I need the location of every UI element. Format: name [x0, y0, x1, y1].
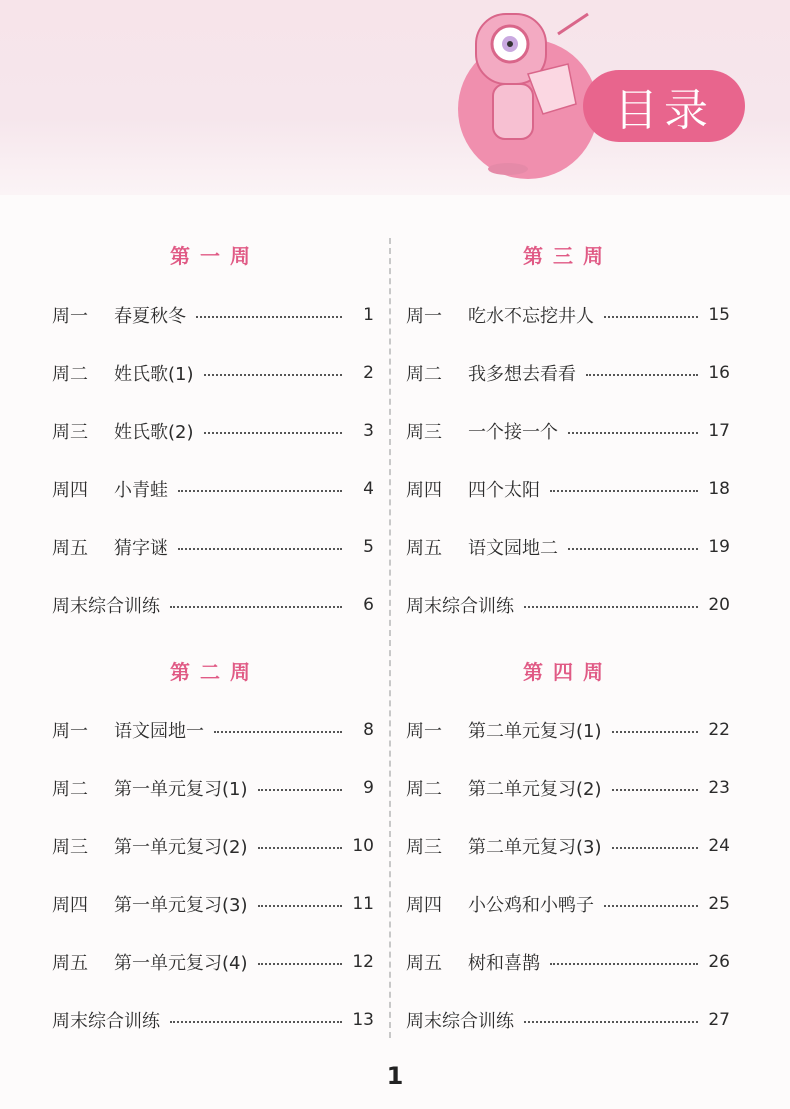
toc-entry[interactable]: [406, 1004, 730, 1036]
toc-day: 周四: [52, 480, 88, 501]
toc-lesson: 第一单元复习(4): [114, 953, 248, 974]
week-title: 第一周: [170, 244, 260, 268]
toc-entry[interactable]: [406, 415, 730, 447]
toc-lesson: 周末综合训练: [52, 1011, 160, 1032]
toc-page-number: 16: [708, 363, 730, 383]
leader-dots: [568, 548, 698, 550]
toc-entry[interactable]: [406, 946, 730, 978]
toc-entry[interactable]: [52, 357, 374, 389]
toc-day: 周一: [406, 721, 442, 742]
page-number: 1: [386, 1062, 404, 1090]
toc-entry[interactable]: [406, 772, 730, 804]
toc-page-number: 6: [363, 595, 374, 615]
toc-page-number: 22: [708, 720, 730, 740]
leader-dots: [604, 316, 698, 318]
toc-entry[interactable]: [406, 299, 730, 331]
toc-page-number: 20: [708, 595, 730, 615]
toc-page-number: 12: [352, 952, 374, 972]
toc-day: 周三: [406, 422, 442, 443]
toc-day: 周三: [52, 422, 88, 443]
toc-page-number: 8: [363, 720, 374, 740]
toc-lesson: 小公鸡和小鸭子: [468, 895, 594, 916]
toc-page-number: 3: [363, 421, 374, 441]
leader-dots: [204, 374, 343, 376]
toc-day: 周二: [52, 364, 88, 385]
toc-lesson: 树和喜鹊: [468, 953, 540, 974]
leader-dots: [170, 1021, 342, 1023]
toc-day: 周一: [52, 721, 88, 742]
leader-dots: [258, 789, 343, 791]
leader-dots: [204, 432, 343, 434]
toc-entry[interactable]: [406, 531, 730, 563]
toc-entry[interactable]: [52, 772, 374, 804]
toc-page-number: 13: [352, 1010, 374, 1030]
toc-page-number: 2: [363, 363, 374, 383]
leader-dots: [170, 606, 342, 608]
leader-dots: [196, 316, 342, 318]
toc-entry[interactable]: [52, 1004, 374, 1036]
toc-page-number: 9: [363, 778, 374, 798]
toc-day: 周二: [406, 364, 442, 385]
toc-day: 周三: [406, 837, 442, 858]
toc-page-number: 26: [708, 952, 730, 972]
toc-day: 周五: [406, 953, 442, 974]
toc-lesson: 姓氏歌(2): [114, 422, 194, 443]
leader-dots: [586, 374, 698, 376]
toc-lesson: 语文园地二: [468, 538, 558, 559]
toc-entry[interactable]: [406, 714, 730, 746]
toc-day: 周五: [406, 538, 442, 559]
leader-dots: [258, 847, 343, 849]
toc-page-number: 11: [352, 894, 374, 914]
week-title: 第三周: [523, 244, 613, 268]
toc-page-number: 18: [708, 479, 730, 499]
toc-page-number: 19: [708, 537, 730, 557]
toc-lesson: 周末综合训练: [52, 596, 160, 617]
toc-day: 周四: [406, 480, 442, 501]
toc-day: 周五: [52, 953, 88, 974]
robot-mascot-illustration: [448, 4, 598, 184]
toc-lesson: 第一单元复习(3): [114, 895, 248, 916]
toc-page-number: 25: [708, 894, 730, 914]
toc-lesson: 第二单元复习(2): [468, 779, 602, 800]
toc-page-number: 5: [363, 537, 374, 557]
leader-dots: [604, 905, 698, 907]
toc-entry[interactable]: [52, 830, 374, 862]
toc-page-number: 17: [708, 421, 730, 441]
toc-page-number: 1: [363, 305, 374, 325]
toc-page-number: 23: [708, 778, 730, 798]
week-title: 第二周: [170, 660, 260, 684]
toc-lesson: 语文园地一: [114, 721, 204, 742]
leader-dots: [568, 432, 698, 434]
page-title: 目录: [583, 70, 745, 142]
leader-dots: [258, 963, 343, 965]
toc-entry[interactable]: [52, 415, 374, 447]
toc-page-number: 4: [363, 479, 374, 499]
leader-dots: [550, 963, 698, 965]
leader-dots: [612, 847, 699, 849]
leader-dots: [214, 731, 342, 733]
toc-lesson: 周末综合训练: [406, 1011, 514, 1032]
toc-lesson: 第一单元复习(1): [114, 779, 248, 800]
toc-entry[interactable]: [52, 299, 374, 331]
toc-lesson: 第二单元复习(1): [468, 721, 602, 742]
toc-day: 周四: [406, 895, 442, 916]
toc-entry[interactable]: [406, 888, 730, 920]
toc-lesson: 春夏秋冬: [114, 306, 186, 327]
toc-lesson: 第二单元复习(3): [468, 837, 602, 858]
leader-dots: [612, 789, 699, 791]
toc-day: 周三: [52, 837, 88, 858]
leader-dots: [178, 490, 342, 492]
leader-dots: [612, 731, 699, 733]
toc-lesson: 一个接一个: [468, 422, 558, 443]
toc-entry[interactable]: [406, 589, 730, 621]
toc-lesson: 小青蛙: [114, 480, 168, 501]
toc-entry[interactable]: [52, 473, 374, 505]
toc-entry[interactable]: [52, 589, 374, 621]
toc-day: 周一: [52, 306, 88, 327]
column-divider: [389, 238, 391, 1038]
toc-day: 周二: [52, 779, 88, 800]
toc-entry[interactable]: [52, 714, 374, 746]
toc-day: 周二: [406, 779, 442, 800]
toc-entry[interactable]: [52, 946, 374, 978]
toc-lesson: 第一单元复习(2): [114, 837, 248, 858]
toc-day: 周五: [52, 538, 88, 559]
toc-page-number: 10: [352, 836, 374, 856]
toc-lesson: 猜字谜: [114, 538, 168, 559]
week-title: 第四周: [523, 660, 613, 684]
toc-entry[interactable]: [406, 473, 730, 505]
toc-day: 周一: [406, 306, 442, 327]
leader-dots: [524, 606, 698, 608]
toc-lesson: 姓氏歌(1): [114, 364, 194, 385]
toc-lesson: 我多想去看看: [468, 364, 576, 385]
leader-dots: [524, 1021, 698, 1023]
toc-page-number: 24: [708, 836, 730, 856]
toc-day: 周四: [52, 895, 88, 916]
toc-entry[interactable]: [406, 830, 730, 862]
leader-dots: [178, 548, 342, 550]
leader-dots: [550, 490, 698, 492]
toc-lesson: 周末综合训练: [406, 596, 514, 617]
toc-page-number: 27: [708, 1010, 730, 1030]
toc-entry[interactable]: [406, 357, 730, 389]
toc-lesson: 四个太阳: [468, 480, 540, 501]
toc-entry[interactable]: [52, 531, 374, 563]
toc-lesson: 吃水不忘挖井人: [468, 306, 594, 327]
toc-page-number: 15: [708, 305, 730, 325]
leader-dots: [258, 905, 343, 907]
toc-entry[interactable]: [52, 888, 374, 920]
